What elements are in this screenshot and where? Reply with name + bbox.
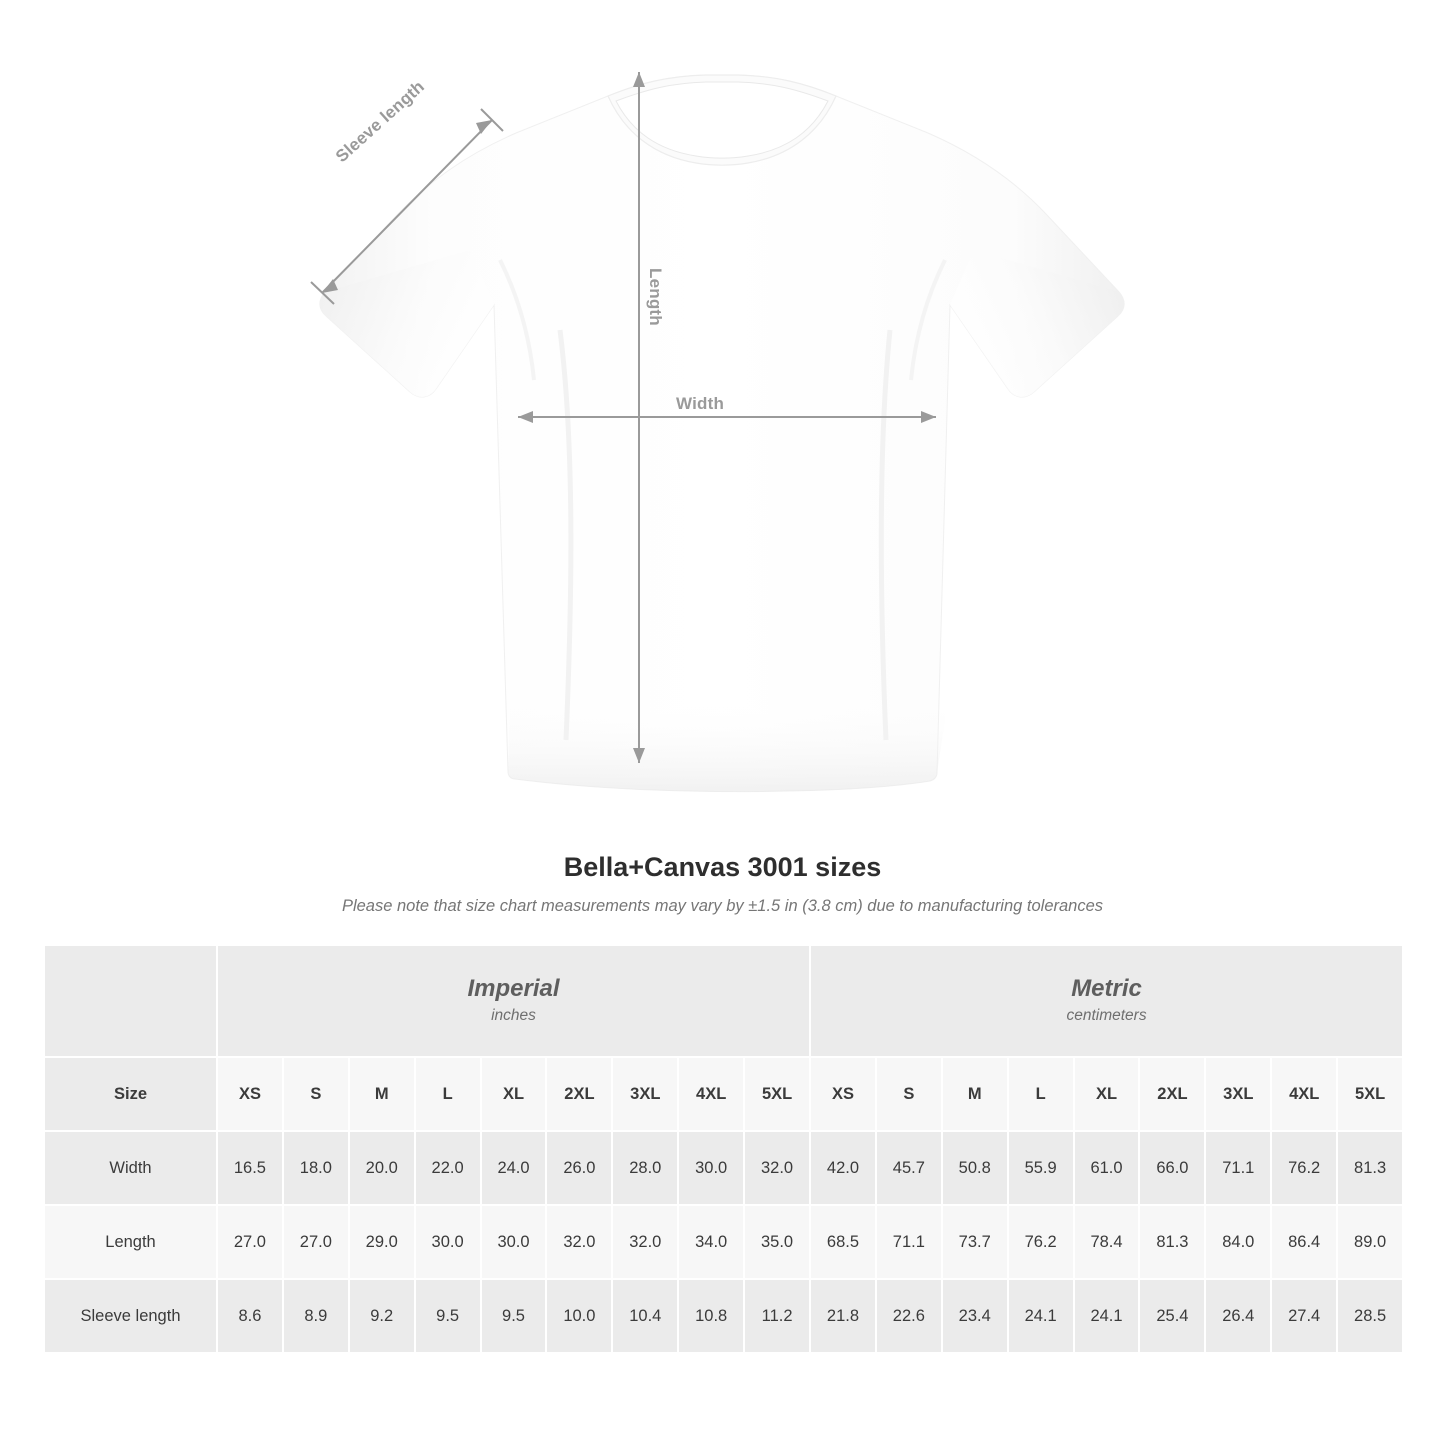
- width-imperial-xs: 16.5: [217, 1131, 283, 1205]
- width-imperial-xl: 24.0: [481, 1131, 547, 1205]
- width-metric-m: 50.8: [942, 1131, 1008, 1205]
- width-imperial-s: 18.0: [283, 1131, 349, 1205]
- sleeve-metric-3xl: 26.4: [1205, 1279, 1271, 1353]
- size-cell-metric-xs: XS: [810, 1057, 876, 1131]
- size-cell-imperial-3xl: 3XL: [612, 1057, 678, 1131]
- sleeve-imperial-m: 9.2: [349, 1279, 415, 1353]
- table-row-length: [44, 1205, 1403, 1279]
- size-cell-imperial-s: S: [283, 1057, 349, 1131]
- length-imperial-xl: 30.0: [481, 1205, 547, 1279]
- sleeve-imperial-4xl: 10.8: [678, 1279, 744, 1353]
- length-metric-s: 71.1: [876, 1205, 942, 1279]
- size-cell-imperial-4xl: 4XL: [678, 1057, 744, 1131]
- length-imperial-m: 29.0: [349, 1205, 415, 1279]
- width-imperial-l: 22.0: [415, 1131, 481, 1205]
- length-imperial-l: 30.0: [415, 1205, 481, 1279]
- table-row-sleeve-length: [44, 1279, 1403, 1353]
- length-metric-l: 76.2: [1008, 1205, 1074, 1279]
- length-imperial-3xl: 32.0: [612, 1205, 678, 1279]
- sleeve-metric-xl: 24.1: [1074, 1279, 1140, 1353]
- metric-unit-label: centimeters: [1066, 1006, 1147, 1024]
- length-metric-2xl: 81.3: [1139, 1205, 1205, 1279]
- sleeve-imperial-xl: 9.5: [481, 1279, 547, 1353]
- width-imperial-3xl: 28.0: [612, 1131, 678, 1205]
- width-imperial-2xl: 26.0: [546, 1131, 612, 1205]
- length-imperial-5xl: 35.0: [744, 1205, 810, 1279]
- size-cell-metric-l: L: [1008, 1057, 1074, 1131]
- size-cell-metric-s: S: [876, 1057, 942, 1131]
- width-metric-xs: 42.0: [810, 1131, 876, 1205]
- chart-header: [0, 830, 1445, 916]
- size-cell-imperial-l: L: [415, 1057, 481, 1131]
- width-metric-4xl: 76.2: [1271, 1131, 1337, 1205]
- imperial-header-cell: [217, 945, 810, 1057]
- width-metric-l: 55.9: [1008, 1131, 1074, 1205]
- length-imperial-2xl: 32.0: [546, 1205, 612, 1279]
- size-cell-imperial-2xl: 2XL: [546, 1057, 612, 1131]
- width-imperial-4xl: 30.0: [678, 1131, 744, 1205]
- length-imperial-s: 27.0: [283, 1205, 349, 1279]
- size-cell-imperial-5xl: 5XL: [744, 1057, 810, 1131]
- tshirt-shape: [320, 75, 1124, 792]
- sleeve-metric-5xl: 28.5: [1337, 1279, 1403, 1353]
- size-cell-metric-xl: XL: [1074, 1057, 1140, 1131]
- length-metric-m: 73.7: [942, 1205, 1008, 1279]
- size-cell-metric-5xl: 5XL: [1337, 1057, 1403, 1131]
- table-row-width: [44, 1131, 1403, 1205]
- width-metric-xl: 61.0: [1074, 1131, 1140, 1205]
- sleeve-metric-2xl: 25.4: [1139, 1279, 1205, 1353]
- tolerance-note: Please note that size chart measurements may vary by ±1.5 in (3.8 cm) due to manufacturing tolerances: [341, 897, 1104, 915]
- size-cell-metric-2xl: 2XL: [1139, 1057, 1205, 1131]
- sleeve-metric-s: 22.6: [876, 1279, 942, 1353]
- sleeve-imperial-xs: 8.6: [217, 1279, 283, 1353]
- width-imperial-5xl: 32.0: [744, 1131, 810, 1205]
- length-metric-3xl: 84.0: [1205, 1205, 1271, 1279]
- size-chart-table: [43, 944, 1404, 1354]
- metric-header-cell: [810, 945, 1403, 1057]
- length-imperial-4xl: 34.0: [678, 1205, 744, 1279]
- length-metric-xs: 68.5: [810, 1205, 876, 1279]
- unit-system-row: [44, 945, 1403, 1057]
- size-cell-imperial-xl: XL: [481, 1057, 547, 1131]
- sleeve-length-label: Sleeve length: [332, 76, 429, 167]
- sleeve-imperial-3xl: 10.4: [612, 1279, 678, 1353]
- sleeve-metric-4xl: 27.4: [1271, 1279, 1337, 1353]
- sleeve-imperial-2xl: 10.0: [546, 1279, 612, 1353]
- table-corner-cell: [44, 945, 217, 1057]
- metric-system-label: Metric: [1071, 974, 1142, 1002]
- size-cell-metric-m: M: [942, 1057, 1008, 1131]
- sleeve-imperial-l: 9.5: [415, 1279, 481, 1353]
- imperial-unit-label: inches: [491, 1006, 536, 1024]
- width-imperial-m: 20.0: [349, 1131, 415, 1205]
- page-title: Bella+Canvas 3001 sizes: [563, 852, 882, 882]
- row-label-sleeve-length: Sleeve length: [44, 1279, 217, 1353]
- sleeve-metric-l: 24.1: [1008, 1279, 1074, 1353]
- length-label: Length: [646, 268, 665, 326]
- length-imperial-xs: 27.0: [217, 1205, 283, 1279]
- imperial-system-label: Imperial: [467, 974, 560, 1002]
- size-cell-metric-3xl: 3XL: [1205, 1057, 1271, 1131]
- sleeve-imperial-5xl: 11.2: [744, 1279, 810, 1353]
- sleeve-metric-xs: 21.8: [810, 1279, 876, 1353]
- size-row-label: Size: [44, 1057, 217, 1131]
- width-label: Width: [676, 394, 725, 413]
- sleeve-imperial-s: 8.9: [283, 1279, 349, 1353]
- row-label-width: Width: [44, 1131, 217, 1205]
- size-header-row: [44, 1057, 1403, 1131]
- width-metric-s: 45.7: [876, 1131, 942, 1205]
- width-metric-3xl: 71.1: [1205, 1131, 1271, 1205]
- length-metric-5xl: 89.0: [1337, 1205, 1403, 1279]
- row-label-length: Length: [44, 1205, 217, 1279]
- length-metric-4xl: 86.4: [1271, 1205, 1337, 1279]
- size-cell-metric-4xl: 4XL: [1271, 1057, 1337, 1131]
- width-metric-5xl: 81.3: [1337, 1131, 1403, 1205]
- length-metric-xl: 78.4: [1074, 1205, 1140, 1279]
- size-cell-imperial-xs: XS: [217, 1057, 283, 1131]
- size-chart-table-wrapper: [43, 944, 1402, 1354]
- width-metric-2xl: 66.0: [1139, 1131, 1205, 1205]
- sleeve-metric-m: 23.4: [942, 1279, 1008, 1353]
- size-cell-imperial-m: M: [349, 1057, 415, 1131]
